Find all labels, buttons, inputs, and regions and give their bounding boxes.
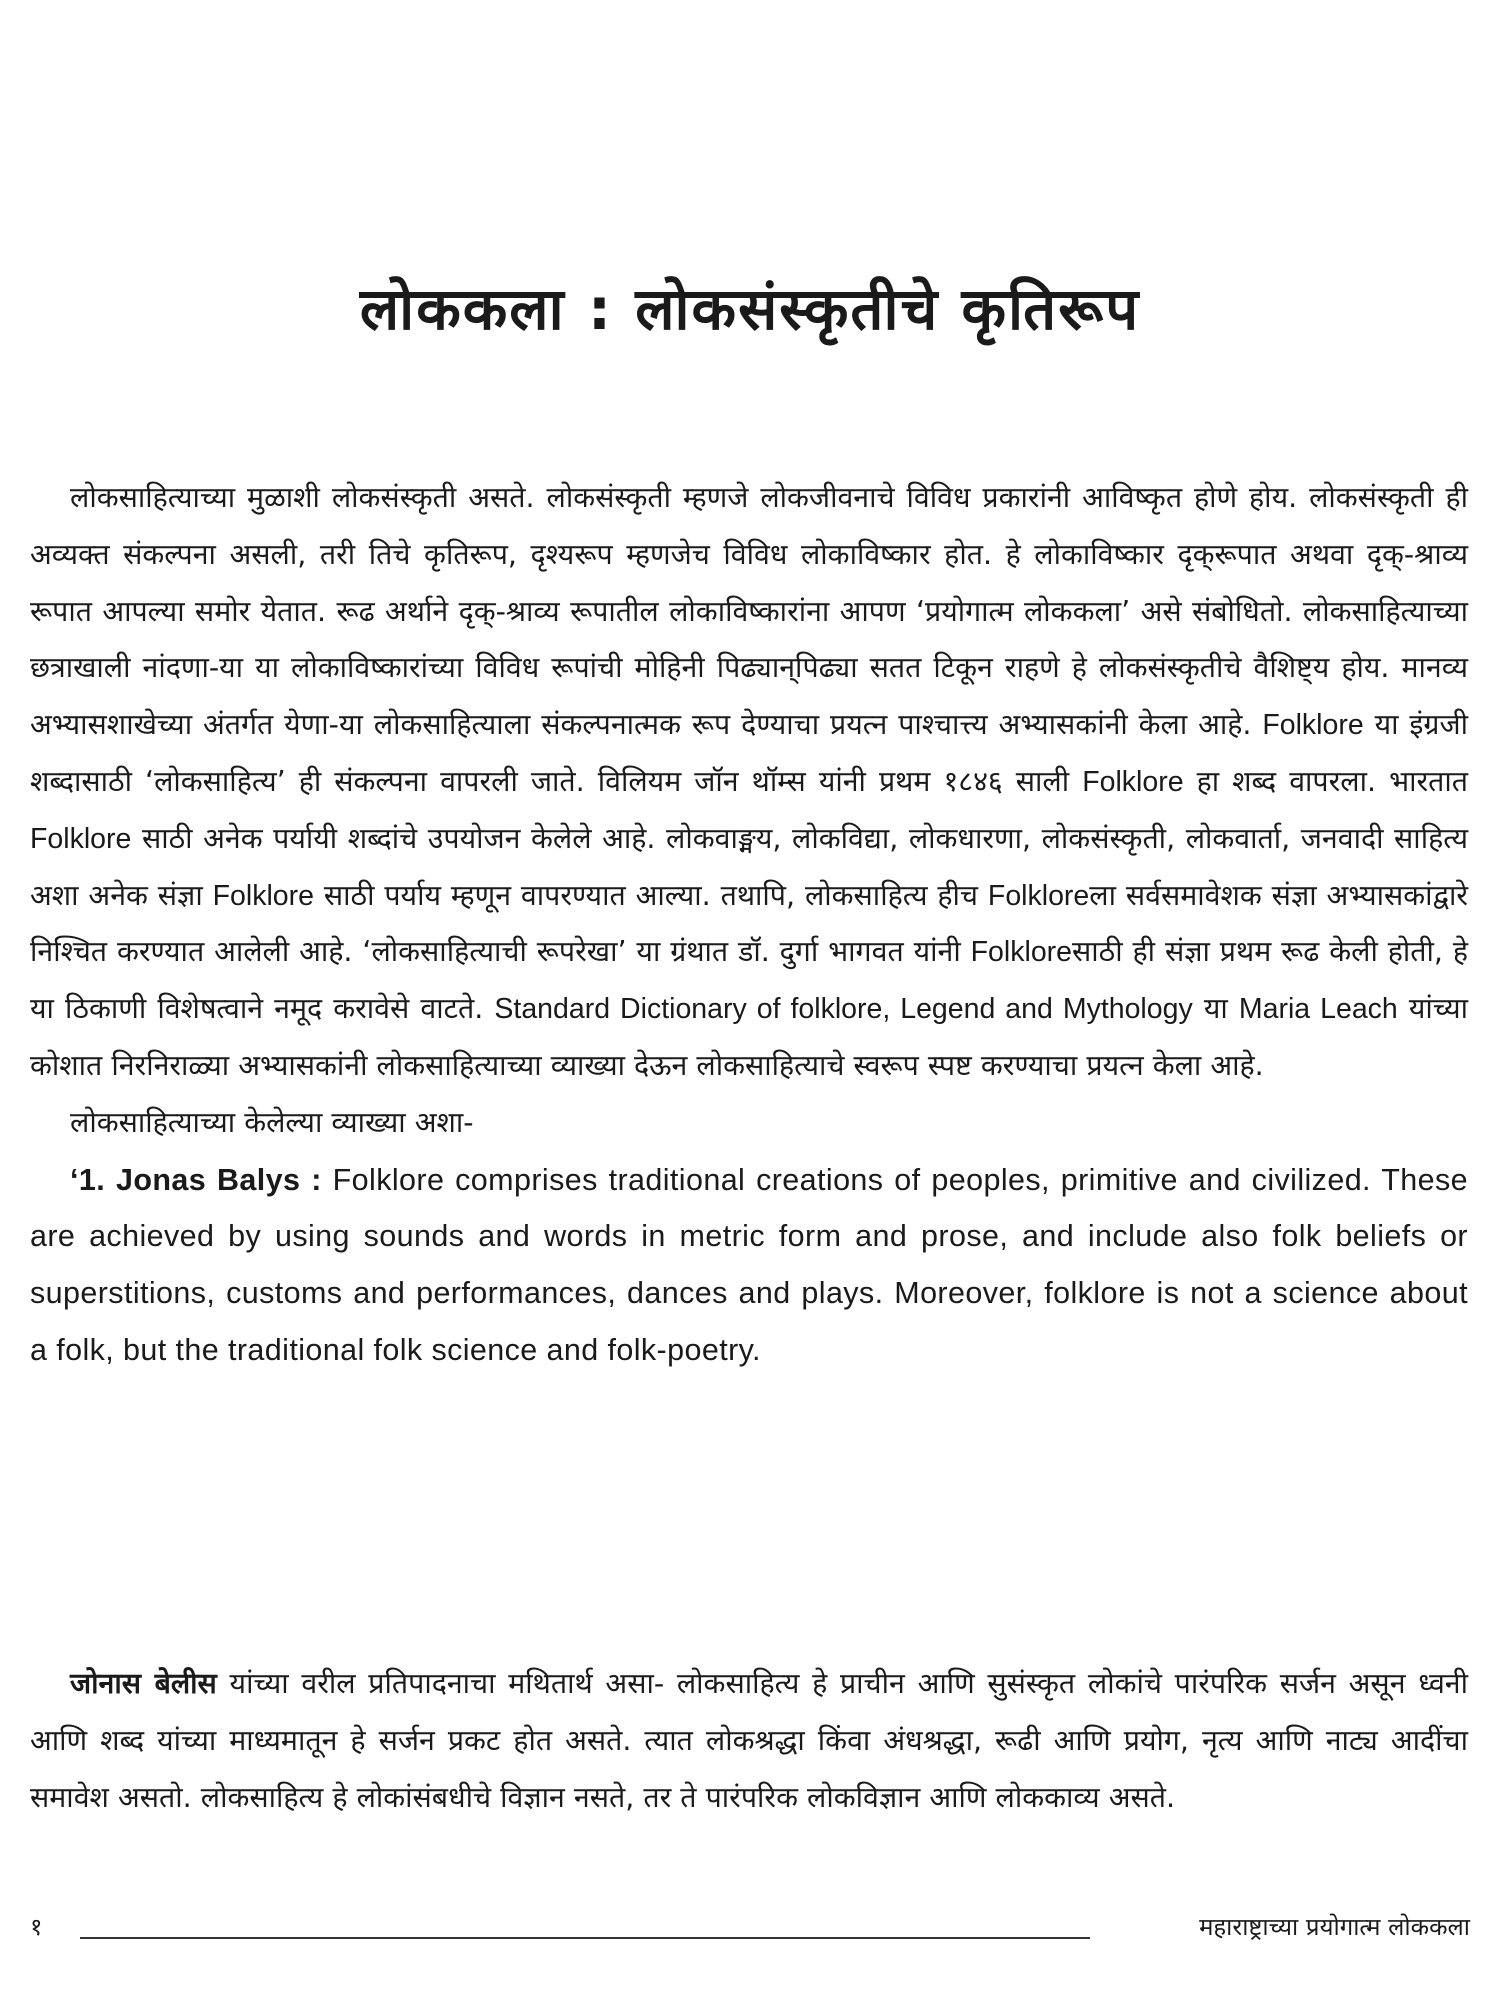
text-run: ला सर्वसमावेशक संज्ञा अभ्यासकांद्वारे निश्चित करण्यात आलेली आहे. ‘लोकसाहित्याची रूपरेखा’ या ग्रंथात डॉ. दुर्गा भागवत यांनी	[30, 878, 1468, 969]
text-run: लोकसाहित्याच्या मुळाशी लोकसंस्कृती असते. लोकसंस्कृती म्हणजे लोकजीवनाचे विविध प्रकारांनी आविष्कृत होणे होय. लोकसंस्कृती ही अव्यक्त संकल्पना असली, तरी तिचे कृतिरूप, दृश्यरूप म्हणजेच विविध लोकाविष्कार होत. हे लोकाविष्कार दृक्‌रूपात अथवा दृक्-श्राव्य रूपात आपल्या समोर येतात. रूढ अर्थाने दृक्-श्राव्य रूपातील लोकाविष्कारांना आपण ‘प्रयोगात्म लोककला’ असे संबोधितो. लोकसाहित्याच्या छत्राखाली नांदणा-या या लोकाविष्कारांच्या विविध रूपांची मोहिनी पिढ्यान्‌पिढ्या सतत टिकून राहणे हे लोकसंस्कृतीचे वैशिष्ट्य होय. मानव्य अभ्यासशाखेच्या अंतर्गत येणा-या लोकसाहित्याला संकल्पनात्मक रूप देण्याचा प्रयत्न पाश्चात्त्य अभ्यासकांनी केला आहे.	[30, 481, 1468, 742]
chapter-title: लोककला : लोकसंस्कृतीचे कृतिरूप	[359, 274, 1141, 343]
english-term: Folklore	[1082, 765, 1184, 798]
english-term: Standard Dictionary of folklore, Legend and Mythology	[494, 993, 1193, 1026]
summary-body: यांच्या वरील प्रतिपादनाचा मथितार्थ असा- लोकसाहित्य हे प्राचीन आणि सुसंस्कृत लोकांचे पारंपरिक सर्जन असून ध्वनी आणि शब्द यांच्या माध्यमातून हे सर्जन प्रकट होत असते. त्यात लोकश्रद्धा किंवा अंधश्रद्धा, रूढी आणि प्रयोग, नृत्य आणि नाट्य आदींचा समावेश असतो. लोकसाहित्य हे लोकांसंबधीचे विज्ञान नसते, तर ते पारंपरिक लोकविज्ञान आणि लोककाव्य असते.	[30, 1667, 1468, 1814]
text-run: हा शब्द वापरला. भारतात	[1196, 764, 1469, 798]
body-text	[30, 470, 1468, 1379]
text-run: साठी अनेक पर्यायी शब्दांचे उपयोजन केलेले आहे. लोकवाङ्मय, लोकविद्या, लोकधारणा, लोकसंस्कृती, लोकवार्ता, जनवादी साहित्य अशा अनेक संज्ञा	[30, 821, 1468, 912]
english-term: Folklore	[987, 879, 1090, 912]
page-number: १	[30, 1913, 43, 1941]
text-run: या इंग्रजी शब्दासाठी ‘लोकसाहित्य’ ही संकल्पना वापरली जाते. विलियम जॉन थॉम्स यांनी प्रथम १८४६ साली	[30, 708, 1468, 798]
english-term: Folklore	[1262, 709, 1364, 742]
text-run: साठी ही संज्ञा प्रथम रूढ केली होती, हे या ठिकाणी विशेषत्वाने नमूद करावेसे वाटते.	[30, 935, 1468, 1026]
english-term: Folklore	[212, 879, 314, 912]
summary-name: जोनास बेलीस	[70, 1667, 217, 1700]
page-footer	[30, 1910, 1470, 1950]
english-term: Folklore	[30, 822, 132, 855]
english-term: Maria Leach	[1238, 993, 1398, 1026]
definition-jonas-balys	[30, 1152, 1468, 1379]
summary-text	[30, 1656, 1468, 1826]
definition-label: ‘1. Jonas Balys :	[70, 1162, 322, 1197]
text-run: या	[1203, 992, 1228, 1026]
definitions-intro: लोकसाहित्याच्या केलेल्या व्याख्या अशा-	[70, 1105, 474, 1139]
footer-rule	[80, 1937, 1090, 1939]
text-run: साठी पर्याय म्हणून वापरण्यात आल्या. तथापि, लोकसाहित्य हीच	[323, 878, 979, 912]
book-title: महाराष्ट्राच्या प्रयोगात्म लोककला	[1199, 1913, 1470, 1941]
definition-text: Folklore comprises traditional creations of peoples, primitive and civilized. These are achieved by using sounds and words in metric form and prose, and include also folk beliefs or superstitions, customs and performances, dances and plays. Moreover, folklore is not a science about a folk, but the traditional folk science and folk-poetry.	[30, 1162, 1469, 1367]
paragraph-intro	[30, 470, 1468, 1095]
summary-paragraph	[30, 1656, 1468, 1826]
text-run: यांच्या कोशात निरनिराळ्या अभ्यासकांनी लोकसाहित्याच्या व्याख्या देऊन लोकसाहित्याचे स्वरूप स्पष्ट करण्याचा प्रयत्न केला आहे.	[30, 992, 1469, 1082]
english-term: Folklore	[970, 936, 1073, 969]
